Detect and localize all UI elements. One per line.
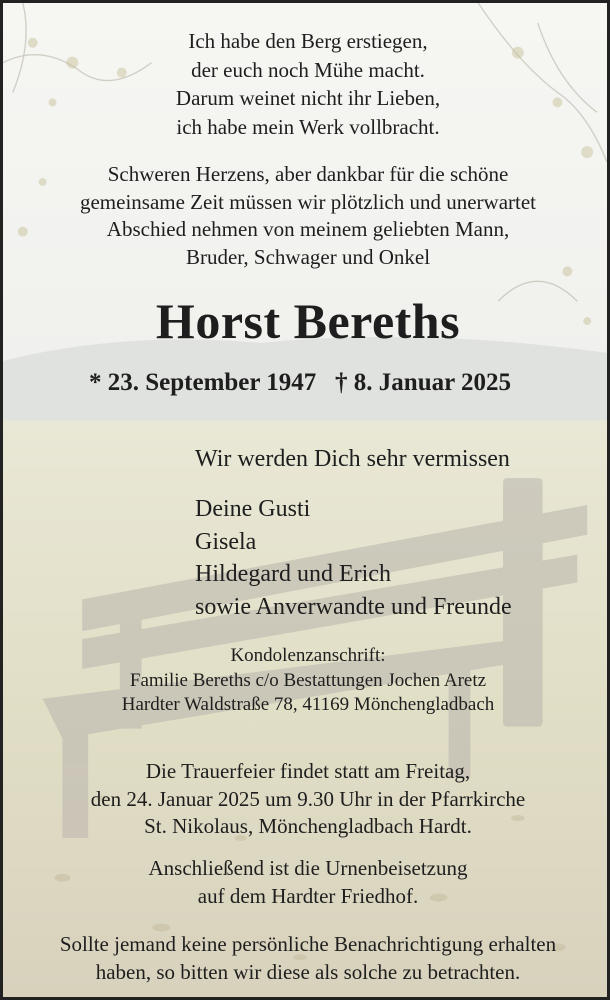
deceased-name: Horst Bereths — [155, 293, 461, 349]
condolence-street: Hardter Waldstraße 78, 41169 Mönchengladbach — [121, 694, 495, 715]
funeral-line: St. Nikolaus, Mönchengladbach Hardt. — [144, 814, 472, 838]
mourning-heading: Wir werden Dich sehr vermissen — [195, 446, 510, 472]
intro-line: Schweren Herzens, aber dankbar für die schöne — [107, 162, 509, 186]
burial-line: auf dem Hardter Friedhof. — [197, 883, 419, 908]
condolence-label: Kondolenzanschrift: — [230, 645, 386, 666]
condolence-recipient: Familie Bereths c/o Bestattungen Jochen Aretz — [129, 669, 487, 691]
mourner-name: Gisela — [195, 528, 257, 555]
funeral-line: den 24. Januar 2025 um 9.30 Uhr in der Pfarrkirche — [90, 786, 526, 811]
intro-line: gemeinsame Zeit müssen wir plötzlich und unerwartet — [79, 189, 537, 214]
mourner-name: Hildegard und Erich — [195, 561, 391, 587]
note-line: Sollte jemand keine persönliche Benachrichtigung erhalten — [59, 932, 557, 956]
burial-info — [3, 855, 610, 910]
mourner-name: Deine Gusti — [195, 496, 311, 522]
poem-line: der euch noch Mühe macht. — [191, 57, 425, 82]
mourners-list — [195, 493, 595, 623]
intro-line: Bruder, Schwager und Onkel — [185, 244, 431, 269]
life-dates — [0, 367, 605, 399]
burial-line: Anschließend ist die Urnenbeisetzung — [148, 856, 468, 880]
birth-date: * 23. September 1947 — [89, 369, 317, 396]
death-date: † 8. Januar 2025 — [335, 369, 511, 396]
intro-text — [3, 161, 610, 271]
funeral-info — [3, 758, 610, 841]
intro-line: Abschied nehmen von meinem geliebten Mann, — [106, 217, 510, 241]
poem-line: Ich habe den Berg erstiegen, — [188, 29, 428, 53]
mourner-name: sowie Anverwandte und Freunde — [195, 593, 512, 620]
condolence-address — [3, 644, 610, 718]
poem-line: Darum weinet nicht ihr Lieben, — [175, 86, 441, 110]
note-line: haben, so bitten wir diese als solche zu betrachten. — [95, 959, 521, 984]
poem — [3, 27, 610, 141]
funeral-line: Die Trauerfeier findet statt am Freitag, — [145, 759, 471, 783]
poem-line: ich habe mein Werk vollbracht. — [176, 114, 440, 139]
notification-note — [3, 931, 610, 986]
